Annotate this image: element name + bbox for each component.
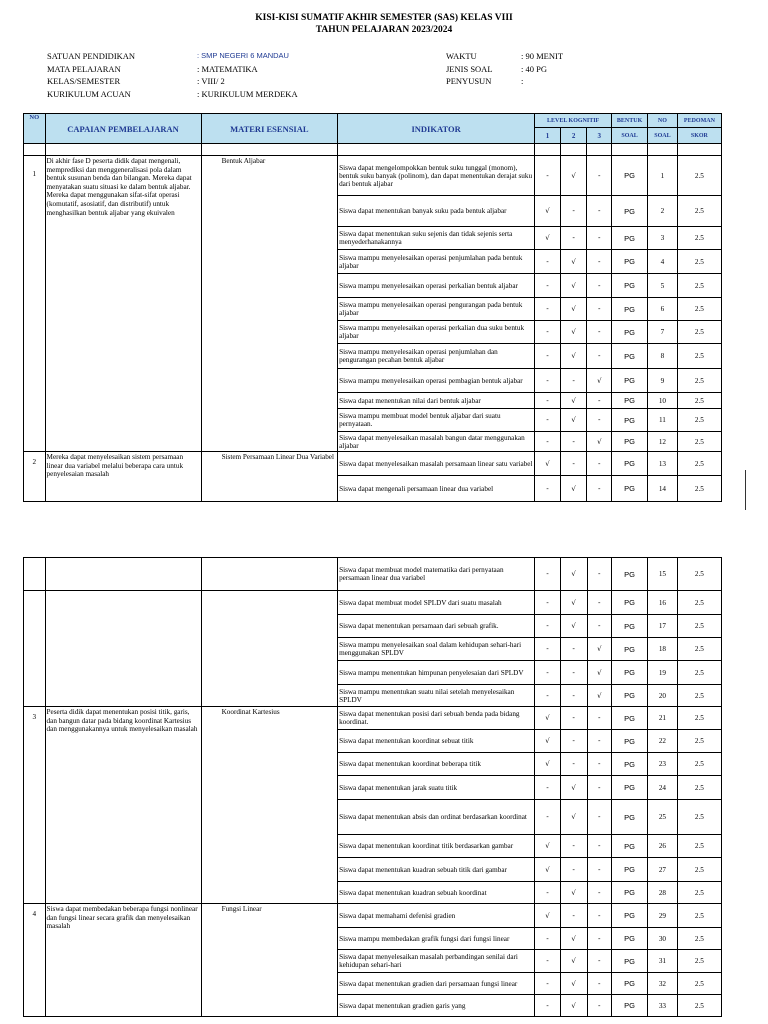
bentuk-soal-cell: PG xyxy=(612,344,648,369)
indikator-cell: Siswa dapat menentukan absis dan ordinat berdasarkan koordinat xyxy=(338,800,535,835)
indikator-cell: Siswa mampu menentukan suatu nilai setelah menyelesaikan SPLDV xyxy=(338,685,535,707)
meta-value: : MATEMATIKA xyxy=(197,63,258,74)
level-2-cell: - xyxy=(560,707,587,730)
materi-cell xyxy=(201,558,338,591)
level-1-cell: - xyxy=(535,298,561,321)
blank-row xyxy=(24,144,722,156)
materi-cell: Sistem Persamaan Linear Dua Variabel xyxy=(201,452,338,502)
bentuk-soal-cell: PG xyxy=(612,928,648,950)
indikator-cell: Siswa dapat menentukan nilai dari bentuk aljabar xyxy=(338,393,535,409)
pedoman-skor-cell: 2.5 xyxy=(677,452,721,476)
capaian-cell: Di akhir fase D peserta didik dapat mengenali, memprediksi dan menggeneralisasi pola dalam bentuk susunan benda dan bilangan. Mereka dapat menyatakan suatu situasi ke dalam bentuk aljabar. Mereka dapat menggunakan sifat-sifat operasi (komutatif, asosiatif, dan distributif) untuk menghasilkan bentuk aljabar yang ekuivalen xyxy=(45,156,201,452)
level-2-cell: √ xyxy=(560,973,587,995)
level-1-cell: - xyxy=(535,973,561,995)
level-1-cell: - xyxy=(535,321,561,344)
indikator-cell: Siswa dapat membuat model SPLDV dari suatu masalah xyxy=(338,591,535,615)
level-3-cell: - xyxy=(587,227,612,250)
indikator-cell: Siswa mampu menyelesaikan soal dalam kehidupan sehari-hari menggunakan SPLDV xyxy=(338,638,535,661)
level-2-cell: √ xyxy=(560,321,587,344)
level-3-cell: - xyxy=(587,707,612,730)
no-soal-cell: 7 xyxy=(648,321,678,344)
indikator-cell: Siswa mampu menyelesaikan operasi perkalian dua suku bentuk aljabar xyxy=(338,321,535,344)
pedoman-skor-cell: 2.5 xyxy=(677,858,721,882)
indikator-cell: Siswa dapat mengelompokkan bentuk suku tunggal (monom), bentuk suku banyak (polinom), dan dapat menentukan derajat suku dari bentuk aljabar xyxy=(338,156,535,196)
level-1-cell: √ xyxy=(535,858,561,882)
no-soal-cell: 24 xyxy=(648,776,678,800)
level-3-cell: - xyxy=(587,858,612,882)
materi-cell: Fungsi Linear xyxy=(201,904,338,1017)
level-3-cell: - xyxy=(587,344,612,369)
no-soal-cell: 31 xyxy=(648,950,678,973)
level-2-cell: - xyxy=(560,369,587,393)
meta-right-labels xyxy=(446,50,493,88)
level-3-cell: - xyxy=(587,274,612,298)
level-3-cell: - xyxy=(587,904,612,928)
level-3-cell: - xyxy=(587,776,612,800)
level-3-cell: - xyxy=(587,882,612,904)
pedoman-skor-cell: 2.5 xyxy=(677,393,721,409)
level-3-cell: - xyxy=(587,298,612,321)
group-number-cell: 1 xyxy=(24,156,46,452)
col-header-no: NO xyxy=(24,114,46,144)
no-soal-cell: 14 xyxy=(648,476,678,502)
no-soal-cell: 13 xyxy=(648,452,678,476)
indikator-cell: Siswa dapat menentukan gradien dari persamaan fungsi linear xyxy=(338,973,535,995)
col-header-materi: MATERI ESENSIAL xyxy=(201,114,338,144)
level-2-cell: √ xyxy=(560,476,587,502)
indikator-cell: Siswa dapat menentukan jarak suatu titik xyxy=(338,776,535,800)
indikator-cell: Siswa dapat menentukan posisi dari sebuah benda pada bidang koordinat. xyxy=(338,707,535,730)
no-soal-cell: 25 xyxy=(648,800,678,835)
pedoman-skor-cell: 2.5 xyxy=(677,227,721,250)
level-2-cell: √ xyxy=(560,950,587,973)
bentuk-soal-cell: PG xyxy=(612,776,648,800)
bentuk-soal-cell: PG xyxy=(612,452,648,476)
level-3-cell: √ xyxy=(587,685,612,707)
col-header-bentuk-1: BENTUK xyxy=(612,114,648,128)
level-3-cell: - xyxy=(587,730,612,753)
pedoman-skor-cell: 2.5 xyxy=(677,800,721,835)
bentuk-soal-cell: PG xyxy=(612,707,648,730)
level-3-cell: - xyxy=(587,452,612,476)
no-soal-cell: 3 xyxy=(648,227,678,250)
col-header-indikator: INDIKATOR xyxy=(338,114,535,144)
level-2-cell: - xyxy=(560,685,587,707)
level-2-cell: √ xyxy=(560,882,587,904)
bentuk-soal-cell: PG xyxy=(612,950,648,973)
table-row xyxy=(24,452,722,476)
no-soal-cell: 12 xyxy=(648,432,678,452)
col-header-level-2: 2 xyxy=(560,128,587,144)
level-2-cell: - xyxy=(560,753,587,776)
level-2-cell: √ xyxy=(560,800,587,835)
bentuk-soal-cell: PG xyxy=(612,973,648,995)
indikator-cell: Siswa dapat menyelesaikan masalah persamaan linear satu variabel xyxy=(338,452,535,476)
level-3-cell: √ xyxy=(587,432,612,452)
level-1-cell: - xyxy=(535,800,561,835)
indikator-cell: Siswa mampu membedakan grafik fungsi dari fungsi linear xyxy=(338,928,535,950)
bentuk-soal-cell: PG xyxy=(612,904,648,928)
indikator-cell: Siswa dapat mengenali persamaan linear dua variabel xyxy=(338,476,535,502)
meta-left-values xyxy=(197,50,298,100)
bentuk-soal-cell: PG xyxy=(612,274,648,298)
pedoman-skor-cell: 2.5 xyxy=(677,707,721,730)
col-header-pedoman-1: PEDOMAN xyxy=(677,114,721,128)
bentuk-soal-cell: PG xyxy=(612,558,648,591)
materi-cell: Bentuk Aljabar xyxy=(201,156,338,452)
level-2-cell: - xyxy=(560,858,587,882)
level-2-cell: √ xyxy=(560,298,587,321)
meta-label: KELAS/SEMESTER xyxy=(47,76,121,86)
level-3-cell: - xyxy=(587,800,612,835)
bentuk-soal-cell: PG xyxy=(612,615,648,638)
level-1-cell: √ xyxy=(535,452,561,476)
capaian-cell: Peserta didik dapat menentukan posisi titik, garis, dan bangun datar pada bidang koordinat Kartesius dan menggunakannya untuk menyelesaikan masalah xyxy=(45,707,201,904)
meta-label: PENYUSUN xyxy=(446,76,492,86)
no-soal-cell: 11 xyxy=(648,409,678,432)
no-soal-cell: 8 xyxy=(648,344,678,369)
scroll-mark xyxy=(745,470,746,510)
meta-value-school: : SMP NEGERI 6 MANDAU xyxy=(197,51,289,60)
bentuk-soal-cell: PG xyxy=(612,753,648,776)
bentuk-soal-cell: PG xyxy=(612,882,648,904)
no-soal-cell: 20 xyxy=(648,685,678,707)
no-soal-cell: 27 xyxy=(648,858,678,882)
bentuk-soal-cell: PG xyxy=(612,409,648,432)
level-1-cell: - xyxy=(535,432,561,452)
level-3-cell: - xyxy=(587,409,612,432)
pedoman-skor-cell: 2.5 xyxy=(677,973,721,995)
indikator-cell: Siswa mampu menyelesaikan operasi penjumlahan dan pengurangan pecahan bentuk aljabar xyxy=(338,344,535,369)
pedoman-skor-cell: 2.5 xyxy=(677,615,721,638)
pedoman-skor-cell: 2.5 xyxy=(677,298,721,321)
level-3-cell: - xyxy=(587,393,612,409)
level-2-cell: √ xyxy=(560,274,587,298)
no-soal-cell: 21 xyxy=(648,707,678,730)
indikator-cell: Siswa dapat menentukan koordinat beberapa titik xyxy=(338,753,535,776)
capaian-cell: Mereka dapat menyelesaikan sistem persamaan linear dua variabel melalui beberapa cara untuk penyelesaian masalah xyxy=(45,452,201,502)
level-3-cell: - xyxy=(587,591,612,615)
level-2-cell: √ xyxy=(560,558,587,591)
level-2-cell: - xyxy=(560,638,587,661)
level-2-cell: - xyxy=(560,730,587,753)
indikator-cell: Siswa dapat menentukan suku sejenis dan tidak sejenis serta menyederhanakannya xyxy=(338,227,535,250)
indikator-cell: Siswa dapat menentukan banyak suku pada bentuk aljabar xyxy=(338,196,535,227)
level-1-cell: - xyxy=(535,882,561,904)
pedoman-skor-cell: 2.5 xyxy=(677,730,721,753)
col-header-level: LEVEL KOGNITIF xyxy=(535,114,612,128)
meta-left-labels xyxy=(47,50,135,100)
level-1-cell: - xyxy=(535,950,561,973)
level-1-cell: √ xyxy=(535,227,561,250)
indikator-cell: Siswa mampu menyelesaikan operasi perkalian bentuk aljabar xyxy=(338,274,535,298)
bentuk-soal-cell: PG xyxy=(612,835,648,858)
level-1-cell: √ xyxy=(535,196,561,227)
level-2-cell: √ xyxy=(560,409,587,432)
level-2-cell: √ xyxy=(560,156,587,196)
pedoman-skor-cell: 2.5 xyxy=(677,685,721,707)
col-header-pedoman-2: SKOR xyxy=(677,128,721,144)
bentuk-soal-cell: PG xyxy=(612,800,648,835)
group-number-cell: 2 xyxy=(24,452,46,502)
capaian-cell: Siswa dapat membedakan beberapa fungsi nonlinear dan fungsi linear secara grafik dan menyelesaikan masalah xyxy=(45,904,201,1017)
no-soal-cell: 9 xyxy=(648,369,678,393)
level-2-cell: - xyxy=(560,452,587,476)
level-3-cell: √ xyxy=(587,661,612,685)
indikator-cell: Siswa dapat menyelesaikan masalah bangun datar menggunakan aljabar xyxy=(338,432,535,452)
col-header-capaian: CAPAIAN PEMBELAJARAN xyxy=(45,114,201,144)
indikator-cell: Siswa mampu menyelesaikan operasi pembagian bentuk aljabar xyxy=(338,369,535,393)
pedoman-skor-cell: 2.5 xyxy=(677,904,721,928)
bentuk-soal-cell: PG xyxy=(612,321,648,344)
document-subtitle: TAHUN PELAJARAN 2023/2024 xyxy=(315,25,453,35)
group-number-cell: 4 xyxy=(24,904,46,1017)
indikator-cell: Siswa dapat menentukan kuadran sebuah titik dari gambar xyxy=(338,858,535,882)
bentuk-soal-cell: PG xyxy=(612,393,648,409)
level-1-cell: - xyxy=(535,638,561,661)
level-1-cell: - xyxy=(535,558,561,591)
pedoman-skor-cell: 2.5 xyxy=(677,369,721,393)
level-3-cell: - xyxy=(587,950,612,973)
no-soal-cell: 2 xyxy=(648,196,678,227)
bentuk-soal-cell: PG xyxy=(612,476,648,502)
level-3-cell: - xyxy=(587,558,612,591)
bentuk-soal-cell: PG xyxy=(612,591,648,615)
no-soal-cell: 32 xyxy=(648,973,678,995)
pedoman-skor-cell: 2.5 xyxy=(677,638,721,661)
no-soal-cell: 16 xyxy=(648,591,678,615)
no-soal-cell: 6 xyxy=(648,298,678,321)
pedoman-skor-cell: 2.5 xyxy=(677,156,721,196)
document-title: KISI-KISI SUMATIF AKHIR SEMESTER (SAS) KELAS VIII xyxy=(255,13,513,23)
bentuk-soal-cell: PG xyxy=(612,432,648,452)
pedoman-skor-cell: 2.5 xyxy=(677,995,721,1017)
indikator-cell: Siswa dapat menyelesaikan masalah perbandingan senilai dari kehidupan sehari-hari xyxy=(338,950,535,973)
col-header-level-1: 1 xyxy=(535,128,561,144)
level-2-cell: - xyxy=(560,904,587,928)
level-3-cell: - xyxy=(587,156,612,196)
materi-cell: Koordinat Kartesius xyxy=(201,707,338,904)
no-soal-cell: 19 xyxy=(648,661,678,685)
indikator-cell: Siswa dapat menentukan gradien garis yang xyxy=(338,995,535,1017)
no-soal-cell: 5 xyxy=(648,274,678,298)
level-1-cell: √ xyxy=(535,730,561,753)
level-1-cell: - xyxy=(535,476,561,502)
col-header-no-soal-1: NO xyxy=(648,114,678,128)
indikator-cell: Siswa dapat menentukan koordinat titik berdasarkan gambar xyxy=(338,835,535,858)
no-soal-cell: 4 xyxy=(648,250,678,274)
level-1-cell: - xyxy=(535,250,561,274)
level-1-cell: - xyxy=(535,928,561,950)
level-1-cell: - xyxy=(535,369,561,393)
level-3-cell: - xyxy=(587,753,612,776)
no-soal-cell: 15 xyxy=(648,558,678,591)
level-3-cell: - xyxy=(587,995,612,1017)
indikator-cell: Siswa mampu menentukan himpunan penyelesaian dari SPLDV xyxy=(338,661,535,685)
meta-value: : VIII/ 2 xyxy=(197,76,225,86)
level-1-cell: √ xyxy=(535,904,561,928)
bentuk-soal-cell: PG xyxy=(612,638,648,661)
level-1-cell: - xyxy=(535,685,561,707)
pedoman-skor-cell: 2.5 xyxy=(677,409,721,432)
table-row xyxy=(24,591,722,615)
bentuk-soal-cell: PG xyxy=(612,995,648,1017)
group-number-cell: 3 xyxy=(24,707,46,904)
pedoman-skor-cell: 2.5 xyxy=(677,591,721,615)
bentuk-soal-cell: PG xyxy=(612,661,648,685)
level-3-cell: - xyxy=(587,250,612,274)
level-2-cell: √ xyxy=(560,615,587,638)
meta-value: : 40 PG xyxy=(521,63,547,74)
indikator-cell: Siswa dapat menentukan kuadran sebuah koordinat xyxy=(338,882,535,904)
pedoman-skor-cell: 2.5 xyxy=(677,250,721,274)
level-1-cell: - xyxy=(535,591,561,615)
meta-label: MATA PELAJARAN xyxy=(47,63,121,74)
level-2-cell: √ xyxy=(560,995,587,1017)
pedoman-skor-cell: 2.5 xyxy=(677,558,721,591)
level-3-cell: - xyxy=(587,476,612,502)
pedoman-skor-cell: 2.5 xyxy=(677,753,721,776)
meta-label: SATUAN PENDIDIKAN xyxy=(47,51,136,61)
level-1-cell: - xyxy=(535,615,561,638)
level-3-cell: - xyxy=(587,615,612,638)
bentuk-soal-cell: PG xyxy=(612,298,648,321)
group-number-cell xyxy=(24,558,46,591)
no-soal-cell: 28 xyxy=(648,882,678,904)
no-soal-cell: 1 xyxy=(648,156,678,196)
level-2-cell: √ xyxy=(560,344,587,369)
materi-cell xyxy=(201,591,338,707)
pedoman-skor-cell: 2.5 xyxy=(677,928,721,950)
meta-value: : KURIKULUM MERDEKA xyxy=(197,88,298,99)
no-soal-cell: 17 xyxy=(648,615,678,638)
no-soal-cell: 26 xyxy=(648,835,678,858)
level-2-cell: √ xyxy=(560,591,587,615)
level-3-cell: √ xyxy=(587,638,612,661)
bentuk-soal-cell: PG xyxy=(612,250,648,274)
no-soal-cell: 33 xyxy=(648,995,678,1017)
level-1-cell: √ xyxy=(535,835,561,858)
kisi-kisi-table-page-2 xyxy=(23,557,722,1017)
meta-right-values xyxy=(521,50,563,88)
level-1-cell: - xyxy=(535,393,561,409)
no-soal-cell: 22 xyxy=(648,730,678,753)
capaian-cell xyxy=(45,558,201,591)
level-3-cell: - xyxy=(587,321,612,344)
group-number-cell xyxy=(24,591,46,707)
level-2-cell: - xyxy=(560,661,587,685)
bentuk-soal-cell: PG xyxy=(612,730,648,753)
no-soal-cell: 29 xyxy=(648,904,678,928)
no-soal-cell: 18 xyxy=(648,638,678,661)
pedoman-skor-cell: 2.5 xyxy=(677,476,721,502)
no-soal-cell: 30 xyxy=(648,928,678,950)
pedoman-skor-cell: 2.5 xyxy=(677,274,721,298)
indikator-cell: Siswa dapat menentukan persamaan dari sebuah grafik. xyxy=(338,615,535,638)
level-1-cell: - xyxy=(535,156,561,196)
level-2-cell: - xyxy=(560,432,587,452)
level-1-cell: - xyxy=(535,344,561,369)
indikator-cell: Siswa mampu menyelesaikan operasi pengurangan pada bentuk aljabar xyxy=(338,298,535,321)
pedoman-skor-cell: 2.5 xyxy=(677,661,721,685)
pedoman-skor-cell: 2.5 xyxy=(677,344,721,369)
level-2-cell: √ xyxy=(560,250,587,274)
bentuk-soal-cell: PG xyxy=(612,156,648,196)
bentuk-soal-cell: PG xyxy=(612,858,648,882)
level-2-cell: - xyxy=(560,196,587,227)
pedoman-skor-cell: 2.5 xyxy=(677,196,721,227)
bentuk-soal-cell: PG xyxy=(612,685,648,707)
table-row xyxy=(24,904,722,928)
bentuk-soal-cell: PG xyxy=(612,227,648,250)
level-2-cell: - xyxy=(560,835,587,858)
pedoman-skor-cell: 2.5 xyxy=(677,776,721,800)
level-2-cell: √ xyxy=(560,393,587,409)
pedoman-skor-cell: 2.5 xyxy=(677,321,721,344)
level-1-cell: - xyxy=(535,274,561,298)
table-row xyxy=(24,558,722,591)
no-soal-cell: 10 xyxy=(648,393,678,409)
bentuk-soal-cell: PG xyxy=(612,196,648,227)
table-row xyxy=(24,156,722,196)
capaian-cell xyxy=(45,591,201,707)
level-2-cell: √ xyxy=(560,928,587,950)
col-header-level-3: 3 xyxy=(587,128,612,144)
col-header-bentuk-2: SOAL xyxy=(612,128,648,144)
pedoman-skor-cell: 2.5 xyxy=(677,950,721,973)
meta-label: JENIS SOAL xyxy=(446,63,493,74)
kisi-kisi-table-page-1 xyxy=(23,113,722,502)
indikator-cell: Siswa mampu membuat model bentuk aljabar dari suatu pernyataan. xyxy=(338,409,535,432)
level-1-cell: - xyxy=(535,661,561,685)
table-row xyxy=(24,707,722,730)
level-3-cell: - xyxy=(587,973,612,995)
indikator-cell: Siswa mampu menyelesaikan operasi penjumlahan pada bentuk aljabar xyxy=(338,250,535,274)
level-1-cell: - xyxy=(535,409,561,432)
no-soal-cell: 23 xyxy=(648,753,678,776)
meta-value: : xyxy=(521,76,524,86)
level-1-cell: - xyxy=(535,995,561,1017)
indikator-cell: Siswa dapat menentukan koordinat sebuat titik xyxy=(338,730,535,753)
indikator-cell: Siswa dapat membuat model matematika dari pernyataan persamaan linear dua variabel xyxy=(338,558,535,591)
level-1-cell: - xyxy=(535,776,561,800)
pedoman-skor-cell: 2.5 xyxy=(677,835,721,858)
level-3-cell: √ xyxy=(587,369,612,393)
bentuk-soal-cell: PG xyxy=(612,369,648,393)
level-2-cell: - xyxy=(560,227,587,250)
level-2-cell: √ xyxy=(560,776,587,800)
meta-value: : 90 MENIT xyxy=(521,51,564,61)
pedoman-skor-cell: 2.5 xyxy=(677,432,721,452)
level-3-cell: - xyxy=(587,196,612,227)
indikator-cell: Siswa dapat memahami defenisi gradien xyxy=(338,904,535,928)
level-1-cell: √ xyxy=(535,707,561,730)
level-3-cell: - xyxy=(587,835,612,858)
pedoman-skor-cell: 2.5 xyxy=(677,882,721,904)
level-3-cell: - xyxy=(587,928,612,950)
meta-label: WAKTU xyxy=(446,51,477,61)
col-header-no-soal-2: SOAL xyxy=(648,128,678,144)
level-1-cell: √ xyxy=(535,753,561,776)
meta-label: KURIKULUM ACUAN xyxy=(47,88,131,99)
